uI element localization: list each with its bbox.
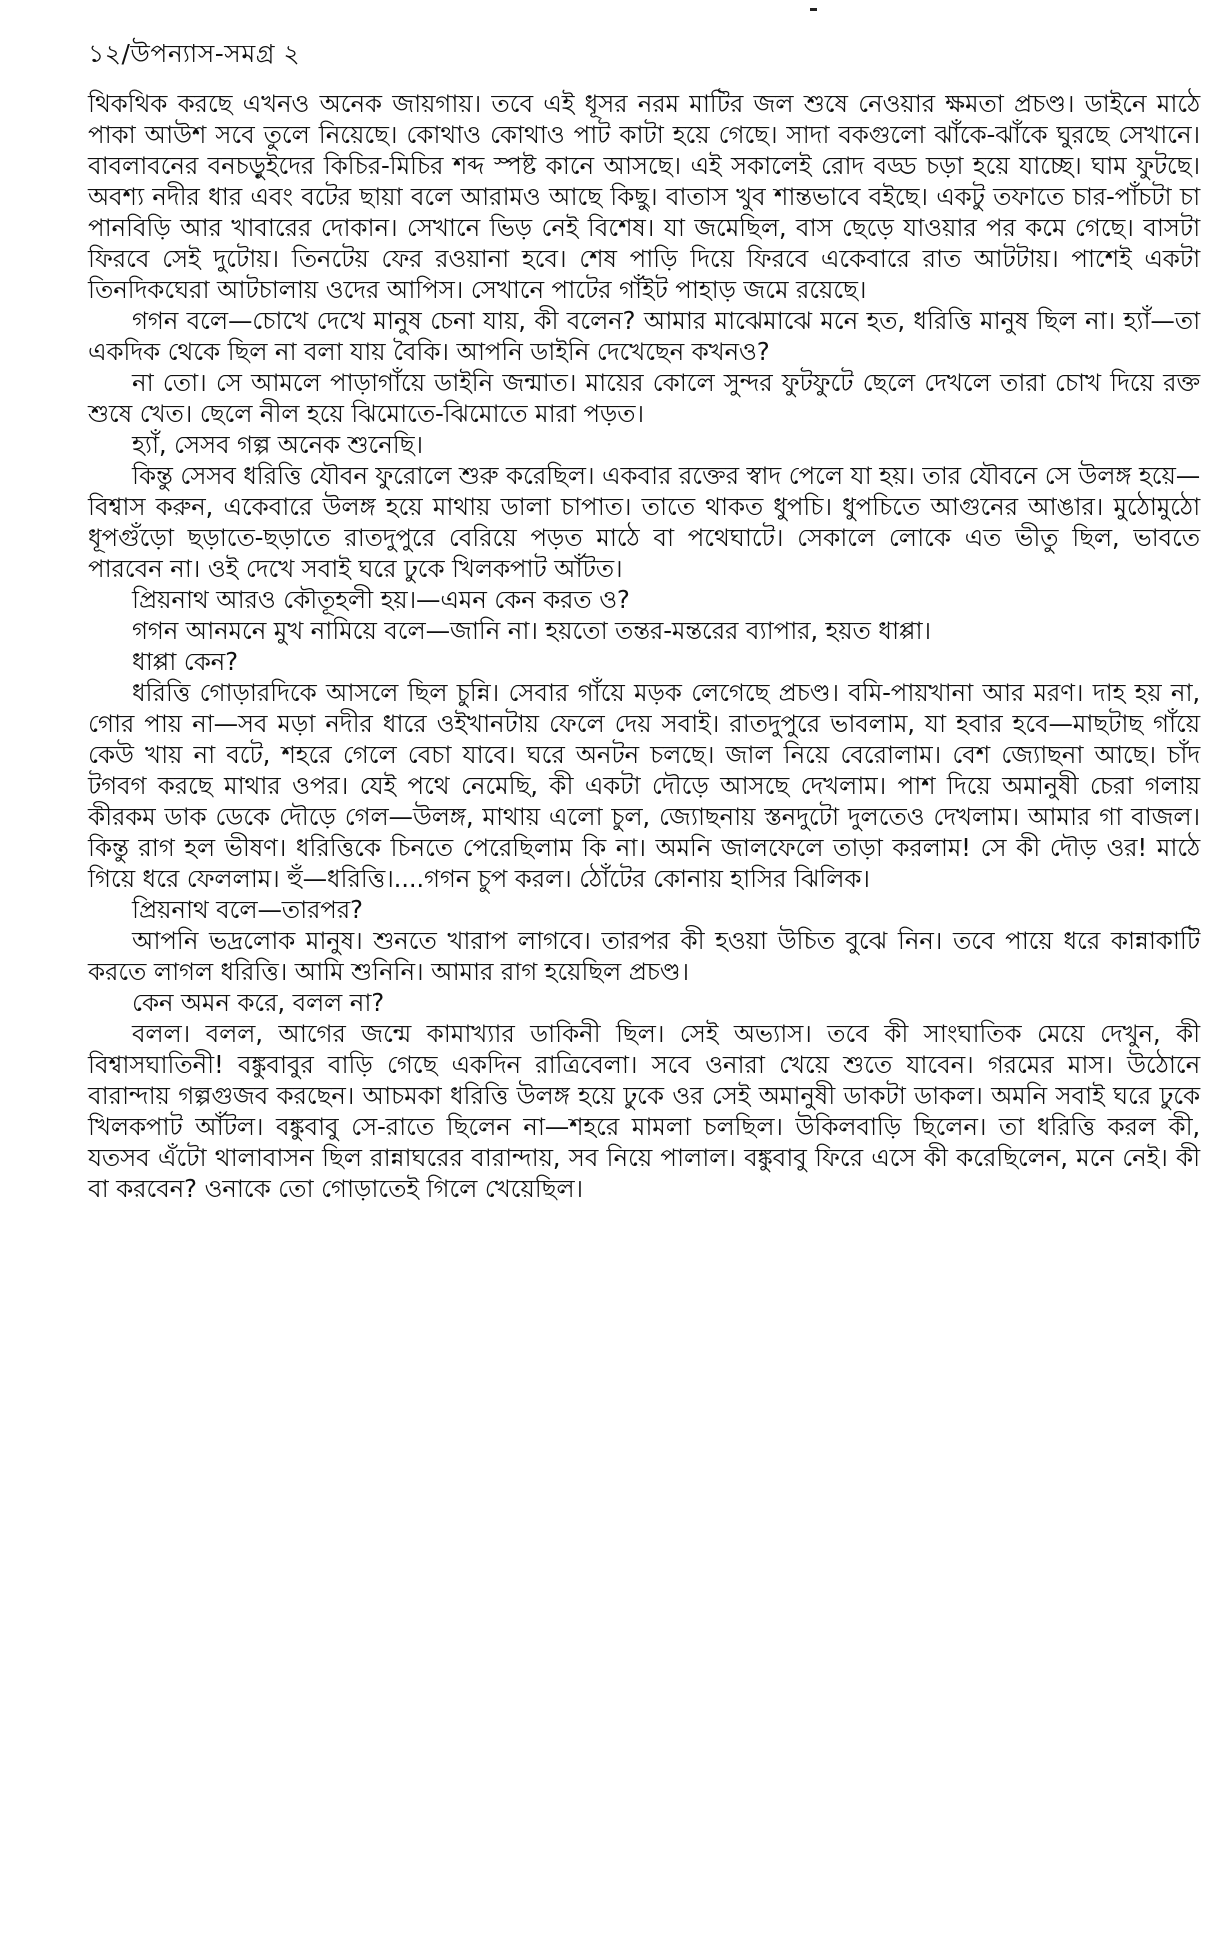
scan-speck [810, 8, 817, 11]
paragraph: বলল। বলল, আগের জন্মে কামাখ্যার ডাকিনী ছিল। সেই অভ্যাস। তবে কী সাংঘাতিক মেয়ে দেখুন, কী বিশ্বাসঘাতিনী! বঙ্কুবাবুর বাড়ি গেছে একদিন রাত্রিবেলা। সবে ওনারা খেয়ে শুতে যাবেন। গরমের মাস। উঠোনে বারান্দায় গল্পগুজব করছেন। আচমকা ধরিত্তি উলঙ্গ হয়ে ঢুকে ওর সেই অমানুষী ডাকটা ডাকল। অমনি সবাই ঘরে ঢুকে খিলকপাট আঁটল। বঙ্কুবাবু সে-রাতে ছিলেন না—শহরে মামলা চলছিল। উকিলবাড়ি ছিলেন। তা ধরিত্তি করল কী, যতসব এঁটো থালাবাসন ছিল রান্নাঘরের বারান্দায়, সব নিয়ে পালাল। বঙ্কুবাবু ফিরে এসে কী করেছিলেন, মনে নেই। কী বা করবেন? ওনাকে তো গোড়াতেই গিলে খেয়েছিল। [88, 1019, 1200, 1203]
paragraph: না তো। সে আমলে পাড়াগাঁয়ে ডাইনি জন্মাত। মায়ের কোলে সুন্দর ফুটফুটে ছেলে দেখলে তারা চোখ দিয়ে রক্ত শুষে খেত। ছেলে নীল হয়ে ঝিমোতে-ঝিমোতে মারা পড়ত। [88, 368, 1200, 428]
paragraph: থিকথিক করছে এখনও অনেক জায়গায়। তবে এই ধূসর নরম মাটির জল শুষে নেওয়ার ক্ষমতা প্রচণ্ড। ডাইনে মাঠে পাকা আউশ সবে তুলে নিয়েছে। কোথাও কোথাও পাট কাটা হয়ে গেছে। সাদা বকগুলো ঝাঁকে-ঝাঁকে ঘুরছে সেখানে। বাবলাবনের বনচড়ুইদের কিচির-মিচির শব্দ স্পষ্ট কানে আসছে। এই সকালেই রোদ বড্ড চড়া হয়ে যাচ্ছে। ঘাম ফুটছে। অবশ্য নদীর ধার এবং বটের ছায়া বলে আরামও আছে কিছু। বাতাস খুব শান্তভাবে বইছে। একটু তফাতে চার-পাঁচটা চা পানবিড়ি আর খাবারের দোকান। সেখানে ভিড় নেই বিশেষ। যা জমেছিল, বাস ছেড়ে যাওয়ার পর কমে গেছে। বাসটা ফিরবে সেই দুটোয়। তিনটেয় ফের রওয়ানা হবে। শেষ পাড়ি দিয়ে ফিরবে একেবারে রাত আটটায়। পাশেই একটা তিনদিকঘেরা আটচালায় ওদের আপিস। সেখানে পাটের গাঁইট পাহাড় জমে রয়েছে। [88, 89, 1200, 304]
paragraph: প্রিয়নাথ আরও কৌতূহলী হয়।—এমন কেন করত ও? [132, 585, 630, 614]
paragraph: আপনি ভদ্রলোক মানুষ। শুনতে খারাপ লাগবে। তারপর কী হওয়া উচিত বুঝে নিন। তবে পায়ে ধরে কান্নাকাটি করতে লাগল ধরিত্তি। আমি শুনিনি। আমার রাগ হয়েছিল প্রচণ্ড। [88, 926, 1200, 986]
running-head: ১২/উপন্যাস-সমগ্র ২ [88, 39, 301, 68]
paragraph: হ্যাঁ, সেসব গল্প অনেক শুনেছি। [132, 430, 423, 459]
paragraph: ধরিত্তি গোড়ারদিকে আসলে ছিল চুন্নি। সেবার গাঁয়ে মড়ক লেগেছে প্রচণ্ড। বমি-পায়খানা আর মরণ। দাহ হয় না, গোর পায় না—সব মড়া নদীর ধারে ওইখানটায় ফেলে দেয় সবাই। রাতদুপুরে ভাবলাম, যা হবার হবে—মাছটাছ গাঁয়ে কেউ খায় না বটে, শহরে গেলে বেচা যাবে। ঘরে অনটন চলছে। জাল নিয়ে বেরোলাম। বেশ জ্যোছনা আছে। চাঁদ টগবগ করছে মাথার ওপর। যেই পথে নেমেছি, কী একটা দৌড়ে আসছে দেখলাম। পাশ দিয়ে অমানুষী চেরা গলায় কীরকম ডাক ডেকে দৌড়ে গেল—উলঙ্গ, মাথায় এলো চুল, জ্যোছনায় স্তনদুটো দুলতেও দেখলাম। আমার গা বাজল। কিন্তু রাগ হল ভীষণ। ধরিত্তিকে চিনতে পেরেছিলাম কি না। অমনি জালফেলে তাড়া করলাম! সে কী দৌড় ওর! মাঠে গিয়ে ধরে ফেললাম। হুঁ—ধরিত্তি।....গগন চুপ করল। ঠোঁটের কোনায় হাসির ঝিলিক। [88, 678, 1200, 893]
paragraph: গগন আনমনে মুখ নামিয়ে বলে—জানি না। হয়তো তন্তর-মন্তরের ব্যাপার, হয়ত ধাপ্পা। [132, 616, 931, 645]
paragraph: গগন বলে—চোখে দেখে মানুষ চেনা যায়, কী বলেন? আমার মাঝেমাঝে মনে হত, ধরিত্তি মানুষ ছিল না। হ্যাঁ—তা একদিক থেকে ছিল না বলা যায় বৈকি। আপনি ডাইনি দেখেছেন কখনও? [88, 306, 1200, 366]
page-body [88, 88, 1200, 1204]
paragraph: কিন্তু সেসব ধরিত্তি যৌবন ফুরোলে শুরু করেছিল। একবার রক্তের স্বাদ পেলে যা হয়। তার যৌবনে সে উলঙ্গ হয়ে—বিশ্বাস করুন, একেবারে উলঙ্গ হয়ে মাথায় ডালা চাপাত। তাতে থাকত ধুপচি। ধুপচিতে আগুনের আঙার। মুঠোমুঠো ধূপগুঁড়ো ছড়াতে-ছড়াতে রাতদুপুরে বেরিয়ে পড়ত মাঠে বা পথেঘাটে। সেকালে লোকে এত ভীতু ছিল, ভাবতে পারবেন না। ওই দেখে সবাই ঘরে ঢুকে খিলকপাট আঁটত। [88, 461, 1200, 583]
paragraph: কেন অমন করে, বলল না? [132, 988, 385, 1017]
paragraph: প্রিয়নাথ বলে—তারপর? [132, 895, 363, 924]
paragraph: ধাপ্পা কেন? [132, 647, 238, 676]
